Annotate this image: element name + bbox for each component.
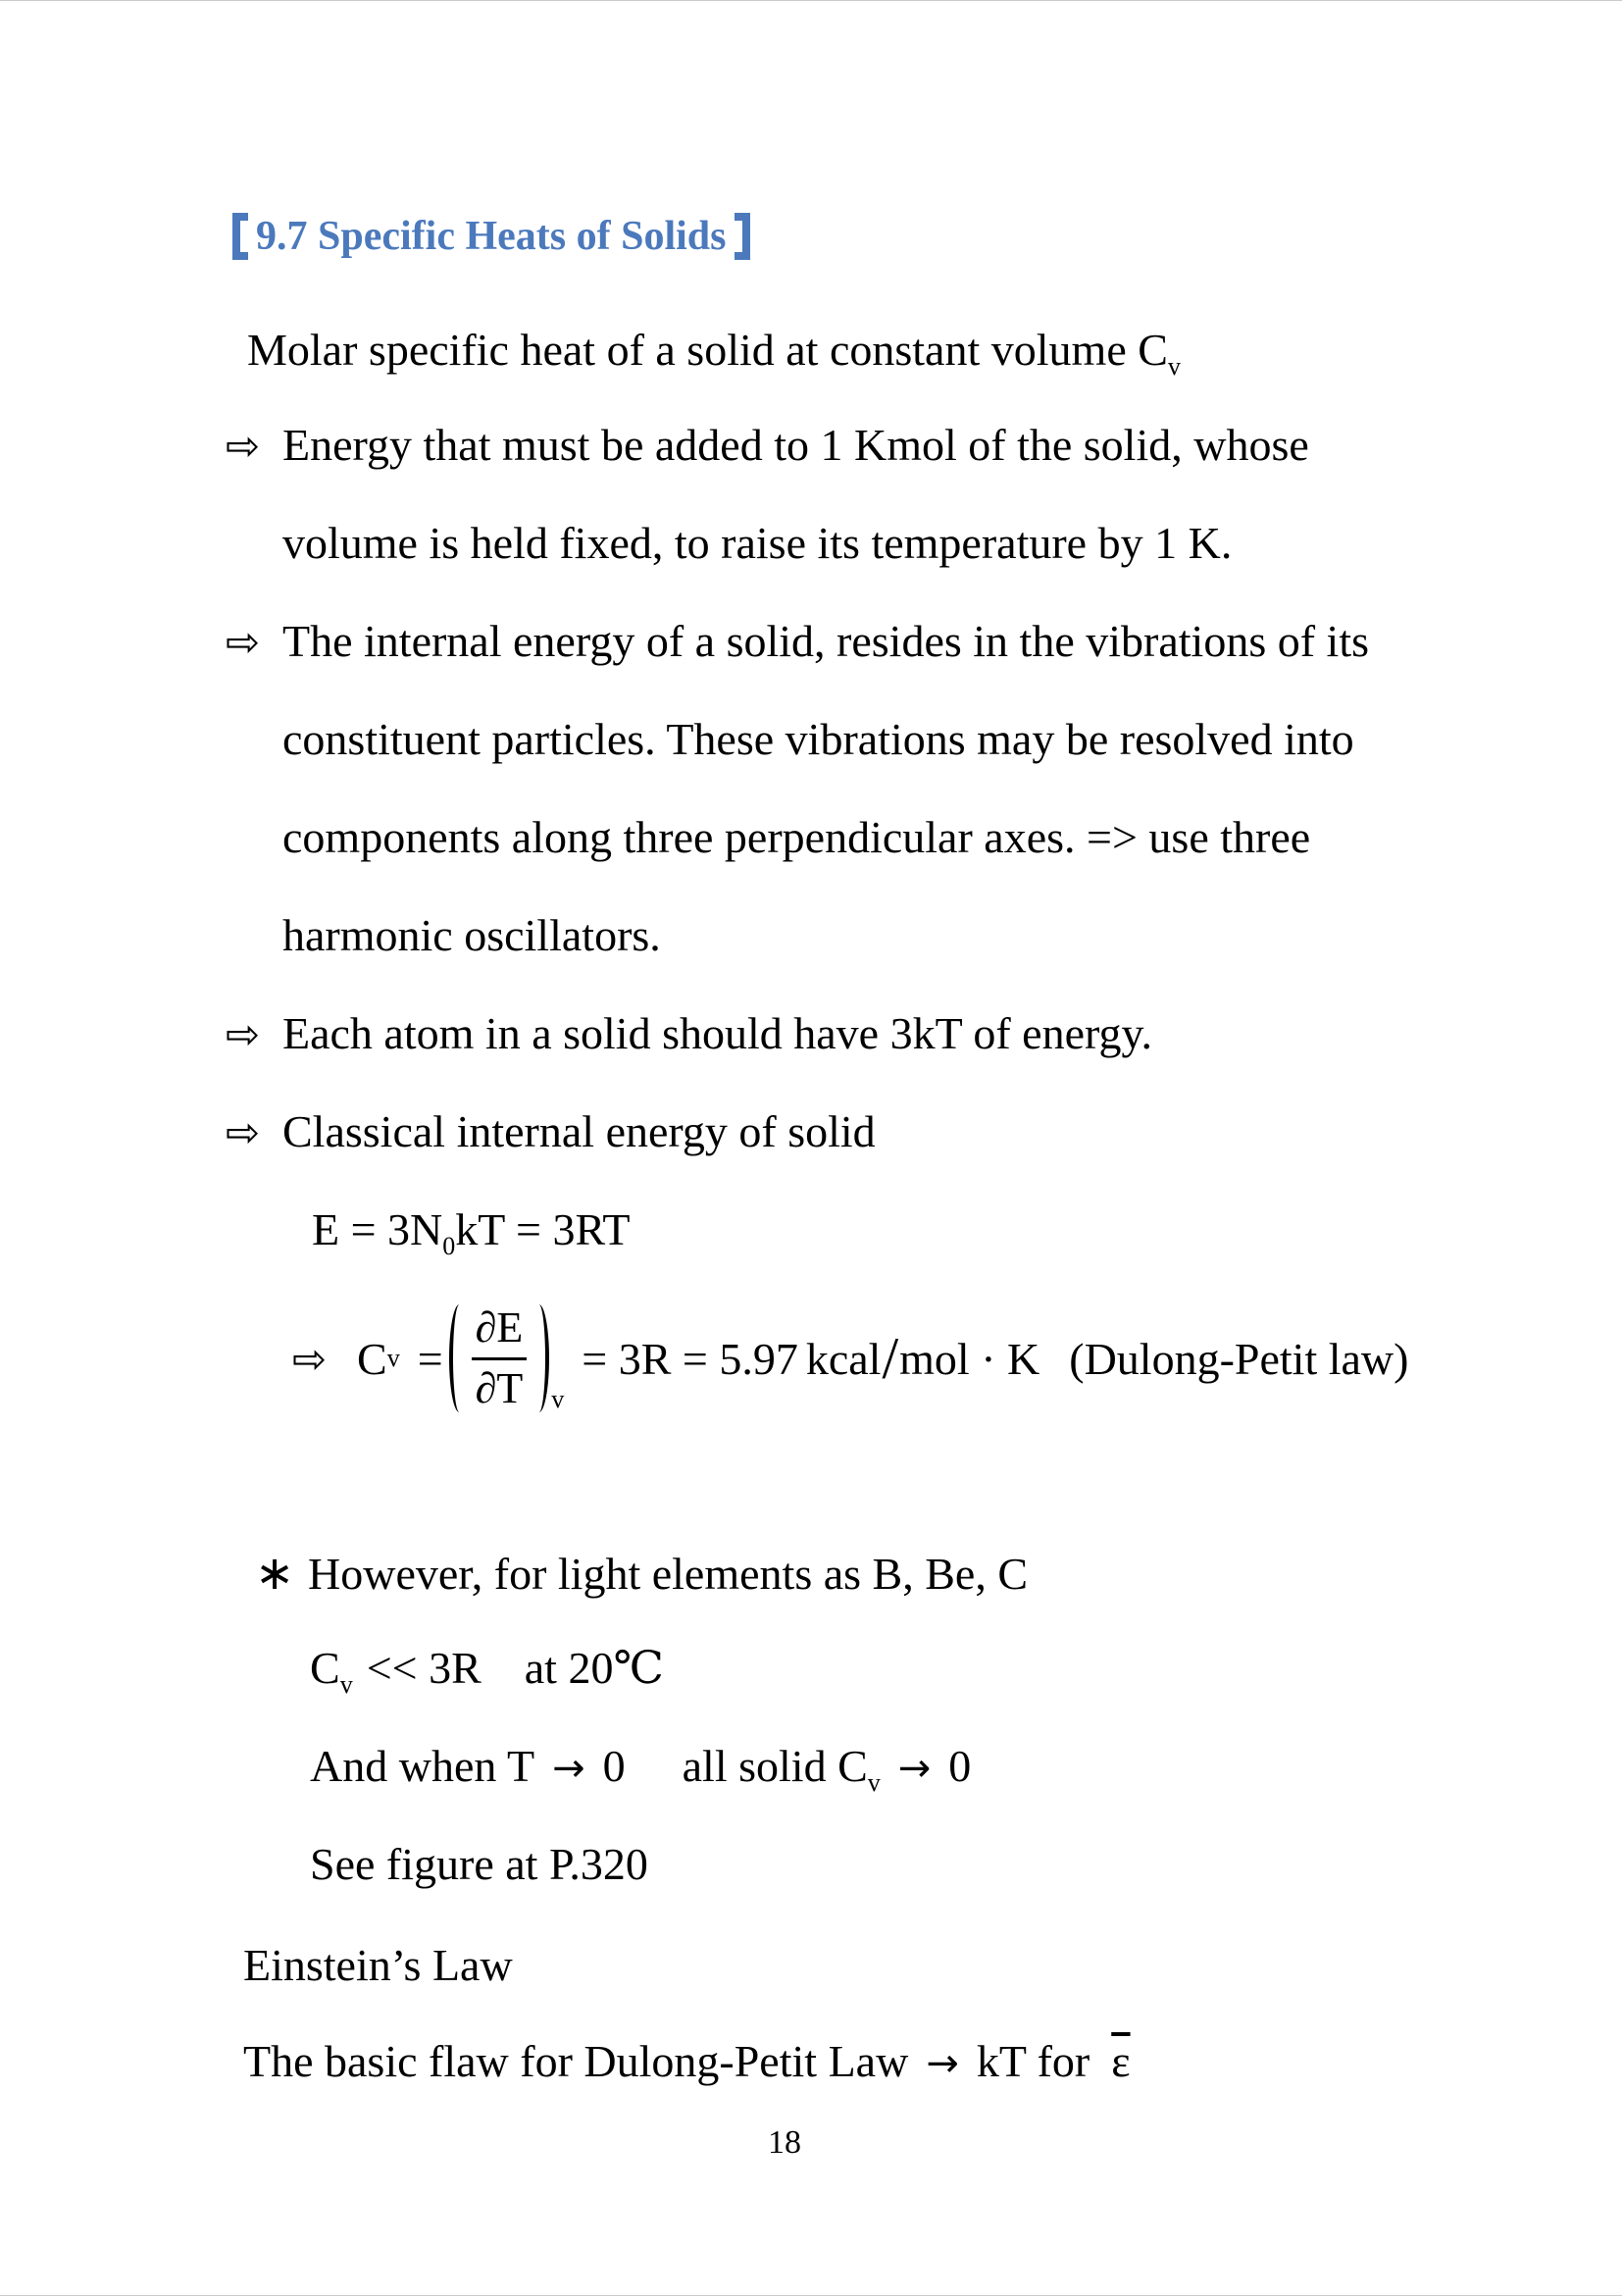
bullet-2-text-2: constituent particles. These vibrations may be resolved into [282, 714, 1354, 764]
equation-1-subscript: 0 [442, 1232, 456, 1261]
unit-kcal: kcal [805, 1333, 882, 1384]
equation-1-pre: E = 3N [312, 1204, 443, 1254]
limit-zero: 0 [948, 1741, 972, 1791]
bullet-4-text: Classical internal energy of solid [282, 1106, 876, 1156]
page-number: 18 [768, 2124, 801, 2161]
section-title-text: 9.7 Specific Heats of Solids [256, 214, 727, 259]
basic-flaw-line [243, 2034, 1133, 2088]
star-line-4 [310, 1837, 648, 1891]
bullet-arrow-icon: ⇨ [292, 1334, 328, 1383]
bullet-2-text-3: components along three perpendicular axes. => use three [282, 812, 1311, 862]
kt-for-text: kT for [976, 2036, 1090, 2086]
bullet-arrow-icon: ⇨ [226, 1010, 261, 1058]
bullet-4-line-1 [226, 1104, 876, 1158]
bullet-2-text-4: harmonic oscillators. [282, 910, 661, 960]
see-figure-text: See figure at P.320 [310, 1839, 648, 1889]
bullet-1-text-2: volume is held fixed, to raise its temperature by 1 K. [282, 518, 1233, 568]
star-line-3 [310, 1739, 972, 1798]
bullet-1-line-2 [282, 516, 1232, 570]
bullet-2-line-2 [282, 712, 1354, 766]
einstein-heading-text: Einstein’s Law [243, 1940, 513, 1990]
fraction-slash: / [882, 1325, 899, 1391]
bullet-arrow-icon: ⇨ [226, 618, 261, 666]
asterisk-marker-icon: ∗ [255, 1546, 295, 1601]
equation-2-mid: = 3R = 5.97 [582, 1333, 798, 1384]
left-parenthesis [449, 1304, 468, 1412]
bullet-arrow-icon: ⇨ [226, 1108, 261, 1156]
dulong-petit-label: (Dulong-Petit law) [1069, 1333, 1409, 1384]
parenthesis-subscript: v [551, 1385, 565, 1413]
bullet-1-text-1: Energy that must be added to 1 Kmol of the solid, whose [282, 420, 1309, 470]
left-lenticular-bracket [232, 213, 248, 260]
right-arrow-icon: → [552, 1746, 585, 1791]
bullet-2-line-4 [282, 908, 661, 962]
intro-text: Molar specific heat of a solid at constant volume C [247, 325, 1168, 375]
limit-zero: 0 [602, 1741, 626, 1791]
at-20c-text: at 20℃ [524, 1643, 664, 1693]
bullet-2-text-1: The internal energy of a solid, resides in the vibrations of its [282, 616, 1369, 666]
cv-subscript: v [339, 1670, 353, 1700]
intro-subscript: v [1167, 352, 1181, 382]
cv-symbol: C [357, 1333, 387, 1384]
star-line-2 [310, 1641, 664, 1700]
section-title [232, 213, 750, 260]
mean-energy-epsilon-bar: $\overline{\varepsilon}$ [1111, 2036, 1131, 2086]
bullet-3-text: Each atom in a solid should have 3kT of energy. [282, 1008, 1153, 1058]
bullet-2-line-3 [282, 810, 1310, 864]
fraction-numerator: ∂E [472, 1303, 528, 1360]
right-arrow-icon: → [897, 1746, 932, 1791]
cv-subscript: v [867, 1768, 881, 1798]
right-parenthesis [531, 1304, 549, 1412]
fraction-denominator: ∂T [475, 1363, 524, 1412]
equation-dulong-petit: ⇨ C v = $\frac{\partial E}{\partial T}$ v = 3R = 5.97 kcal / mol · K (Dulong-Petit law) [292, 1302, 1409, 1413]
equals-sign: = [417, 1333, 443, 1384]
all-solid-cv: all solid C [682, 1741, 868, 1791]
unit-mol-k: mol · K [899, 1333, 1040, 1384]
star-text-1: However, for light elements as B, Be, C [308, 1549, 1029, 1599]
bullet-1-line-1 [226, 418, 1309, 472]
cv-symbol: C [310, 1643, 340, 1693]
bullet-arrow-icon: ⇨ [226, 422, 261, 470]
star-line-1 [255, 1546, 1028, 1603]
basic-flaw-text: The basic flaw for Dulong-Petit Law [243, 2036, 909, 2086]
equation-internal-energy [312, 1202, 631, 1261]
right-lenticular-bracket [735, 213, 750, 260]
einstein-heading [243, 1938, 513, 1992]
intro-line [247, 323, 1181, 382]
partial-derivative-fraction [472, 1303, 528, 1413]
bullet-2-line-1 [226, 614, 1369, 668]
equation-1-post: kT = 3RT [455, 1204, 631, 1254]
and-when-t: And when T [310, 1741, 535, 1791]
cv-much-less-3r: << 3R [366, 1643, 482, 1693]
bullet-3-line-1 [226, 1006, 1152, 1060]
right-arrow-icon: → [926, 2041, 959, 2086]
